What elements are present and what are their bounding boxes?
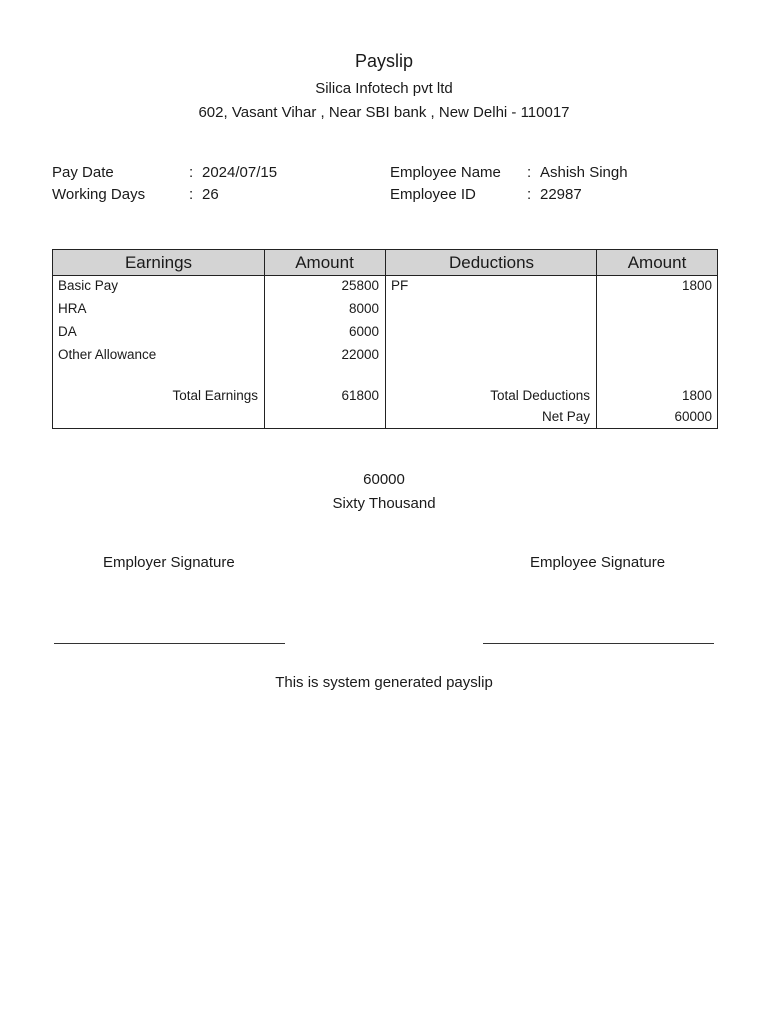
earning-amount: 8000 bbox=[348, 301, 379, 316]
pay-date-value: 2024/07/15 bbox=[202, 164, 278, 181]
deduction-label: PF bbox=[391, 278, 409, 293]
deductions-header: Deductions bbox=[448, 253, 535, 272]
employee-signature-line bbox=[483, 643, 714, 644]
net-pay-words: Sixty Thousand bbox=[332, 495, 436, 512]
employee-id-value: 22987 bbox=[540, 186, 582, 203]
deduction-amount: 1800 bbox=[681, 278, 712, 293]
net-pay-amount: 60000 bbox=[674, 409, 712, 424]
earning-amount: 25800 bbox=[341, 278, 379, 293]
deductions-amount-header: Amount bbox=[627, 253, 687, 272]
earnings-amount-header: Amount bbox=[295, 253, 354, 272]
earning-label: HRA bbox=[58, 301, 87, 316]
total-deductions-amount: 1800 bbox=[681, 388, 712, 403]
working-days-colon: : bbox=[189, 186, 194, 203]
pay-date-label: Pay Date bbox=[52, 164, 114, 181]
employee-name-colon: : bbox=[527, 164, 532, 181]
earning-label: DA bbox=[58, 324, 77, 339]
system-generated-note: This is system generated payslip bbox=[275, 674, 493, 691]
net-pay-figure: 60000 bbox=[363, 471, 405, 488]
earning-label: Basic Pay bbox=[58, 278, 119, 293]
employee-name-value: Ashish Singh bbox=[540, 164, 628, 181]
earnings-deductions-table bbox=[52, 249, 718, 429]
employee-id-label: Employee ID bbox=[390, 186, 476, 203]
earning-label: Other Allowance bbox=[58, 347, 157, 362]
total-deductions-label: Total Deductions bbox=[490, 388, 590, 403]
earning-amount: 6000 bbox=[348, 324, 379, 339]
employer-signature-label: Employer Signature bbox=[103, 554, 235, 571]
working-days-value: 26 bbox=[202, 186, 219, 203]
payslip-title: Payslip bbox=[354, 51, 414, 71]
company-name: Silica Infotech pvt ltd bbox=[315, 80, 453, 97]
working-days-label: Working Days bbox=[52, 186, 146, 203]
employee-name-label: Employee Name bbox=[390, 164, 501, 181]
employee-id-colon: : bbox=[527, 186, 532, 203]
earnings-header: Earnings bbox=[124, 253, 193, 272]
pay-date-colon: : bbox=[189, 164, 194, 181]
employee-signature-label: Employee Signature bbox=[530, 554, 666, 571]
company-address: 602, Vasant Vihar , Near SBI bank , New Delhi - 110017 bbox=[198, 104, 570, 121]
total-earnings-amount: 61800 bbox=[341, 388, 379, 403]
net-pay-label: Net Pay bbox=[541, 409, 590, 424]
earning-amount: 22000 bbox=[341, 347, 379, 362]
total-earnings-label: Total Earnings bbox=[172, 388, 258, 403]
employer-signature-line bbox=[54, 643, 285, 644]
